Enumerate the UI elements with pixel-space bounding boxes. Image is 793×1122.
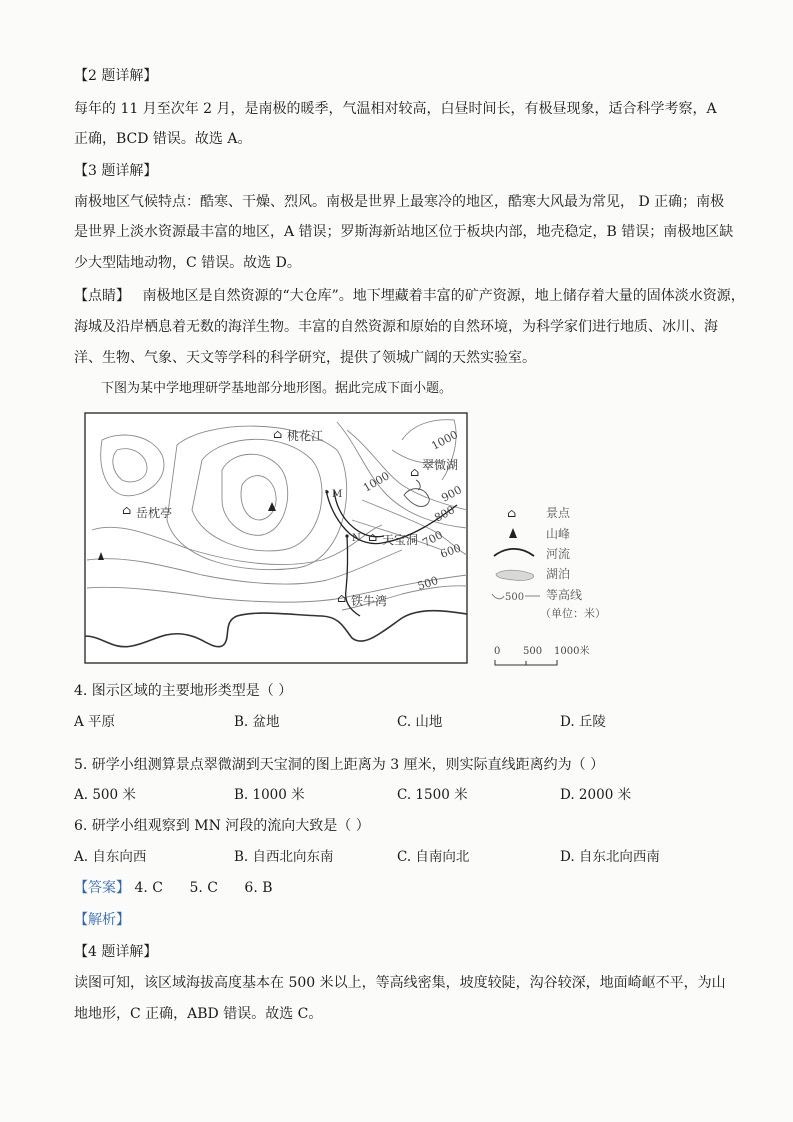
label-m: M	[332, 489, 343, 500]
contour-label-700: 700	[420, 528, 445, 550]
answer-6: 6. B	[244, 880, 273, 896]
q4-option-b: B. 盆地	[234, 714, 280, 730]
contour-label-600: 600	[438, 541, 463, 561]
q6-option-c: C. 自南向北	[397, 849, 470, 865]
answer-5: 5. C	[189, 880, 218, 896]
scale-bar	[494, 644, 589, 665]
tip-text-1: 南极地区是自然资源的“大仓库”。地下埋藏着丰富的矿产资源，地上储存着大量的固体淡水资源，	[142, 288, 745, 304]
sec3-line-2: 是世界上淡水资源最丰富的地区，A 错误；罗斯海新站地区位于板块内部，地壳稳定，B 错误；南极地区缺	[74, 224, 734, 240]
label-cuiweihu: 翠微湖	[422, 458, 459, 472]
tip-line-3: 洋、生物、气象、天文等学科的科学研究，提供了领城广阔的天然实验室。	[74, 350, 536, 366]
legend-scenic-label: 景点	[546, 506, 571, 520]
contour-label-500: 500	[415, 574, 440, 593]
q5-option-b: B. 1000 米	[234, 787, 305, 803]
legend-peak-label: 山峰	[546, 527, 571, 541]
contour-label-800: 800	[432, 503, 457, 525]
sec2-line-1: 每年的 11 月至次年 2 月，是南极的暖季，气温相对较高，白昼时间长，有极昼现象，适合科学考察，A	[74, 101, 717, 117]
legend-scenic-icon: ⌂	[507, 506, 517, 520]
map-intro: 下图为某中学地理研学基地部分地形图。据此完成下面小题。	[101, 381, 453, 396]
tip-line-2: 海城及沿岸栖息着无数的海洋生物。丰富的自然资源和原始的自然环境，为科学家们进行地质、冰川、海	[74, 319, 718, 335]
label-tianbaodong: 天宝洞	[382, 533, 419, 547]
legend-lake-label: 湖泊	[546, 567, 571, 581]
legend-peak-icon	[509, 528, 517, 538]
answers-row	[74, 878, 273, 898]
point-m	[325, 490, 328, 493]
answer-4: 4. C	[134, 880, 163, 896]
map-legend	[492, 505, 606, 620]
label-taohuajiang: 桃花江	[287, 429, 324, 443]
scale-line	[495, 660, 557, 665]
sec3-heading: 【3 题详解】	[74, 163, 158, 179]
q4-option-c: C. 山地	[397, 714, 443, 730]
topographic-map-svg	[82, 410, 632, 670]
q4-option-d: D. 丘陵	[560, 714, 606, 730]
q6-option-a: A. 自东向西	[74, 849, 147, 865]
q5-stem: 5. 研学小组测算景点翠微湖到天宝洞的图上距离为 3 厘米，则实际直线距离约为（ ）	[74, 757, 605, 773]
q5-option-c: C. 1500 米	[397, 787, 468, 803]
label-tieniuwan: 铁牛湾	[351, 594, 388, 608]
q6-option-b: B. 自西北向东南	[234, 849, 334, 865]
topographic-map	[82, 410, 632, 670]
legend-contour-sample: 500	[505, 592, 525, 603]
sec4-line-2: 地地形，C 正确，ABD 错误。故选 C。	[74, 1006, 323, 1022]
sec3-line-3: 少大型陆地动物，C 错误。故选 D。	[74, 255, 301, 271]
q6-stem: 6. 研学小组观察到 MN 河段的流向大致是（ ）	[74, 818, 370, 834]
contour-label-900: 900	[439, 483, 464, 505]
legend-river-label: 河流	[546, 547, 571, 561]
sec2-heading: 【2 题详解】	[74, 68, 158, 84]
tip-label: 【点睛】	[74, 288, 130, 304]
sec4-heading: 【4 题详解】	[74, 944, 158, 960]
contour-label-1000-b: 1000	[361, 469, 392, 495]
legend-lake-icon	[496, 570, 534, 580]
q6-option-d: D. 自东北向西南	[560, 849, 660, 865]
answers-label: 【答案】	[74, 880, 130, 896]
q5-option-a: A. 500 米	[74, 787, 136, 803]
scenic-icon: ⌂	[410, 465, 420, 479]
sec2-line-2: 正确，BCD 错误。故选 A。	[74, 131, 252, 147]
legend-unit-label: （单位：米）	[540, 607, 606, 620]
scenic-spot-taohuajiang	[273, 427, 323, 443]
scenic-icon: ⌂	[273, 427, 283, 441]
label-yuefengting: 岳枕亭	[136, 506, 173, 520]
label-n: N	[352, 533, 361, 544]
legend-river-icon	[494, 549, 534, 556]
tip-line-1	[74, 286, 745, 306]
point-n	[345, 534, 348, 537]
q4-stem: 4. 图示区域的主要地形类型是（ ）	[74, 683, 293, 699]
scale-tick-1000: 1000米	[554, 646, 590, 657]
q4-option-a: A 平原	[74, 714, 116, 730]
legend-contour-label: 等高线	[546, 588, 583, 602]
scenic-icon: ⌂	[337, 591, 347, 605]
scenic-icon: ⌂	[368, 530, 378, 544]
scale-tick-0: 0	[494, 646, 501, 657]
scenic-icon: ⌂	[122, 503, 132, 517]
sec4-line-1: 读图可知，该区域海拔高度基本在 500 米以上，等高线密集，坡度较陡，沟谷较深，地面崎岖不平，为山	[74, 975, 726, 991]
q5-option-d: D. 2000 米	[560, 787, 632, 803]
legend-contour-icon	[492, 594, 504, 599]
scale-tick-500: 500	[523, 646, 543, 657]
contour-label-1000-a: 1000	[429, 428, 461, 453]
sec3-line-1: 南极地区气候特点：酷寒、干燥、烈风。南极是世界上最寒冷的地区，酷寒大风最为常见， D 正确；南极	[74, 194, 725, 210]
analysis-label: 【解析】	[74, 912, 130, 928]
